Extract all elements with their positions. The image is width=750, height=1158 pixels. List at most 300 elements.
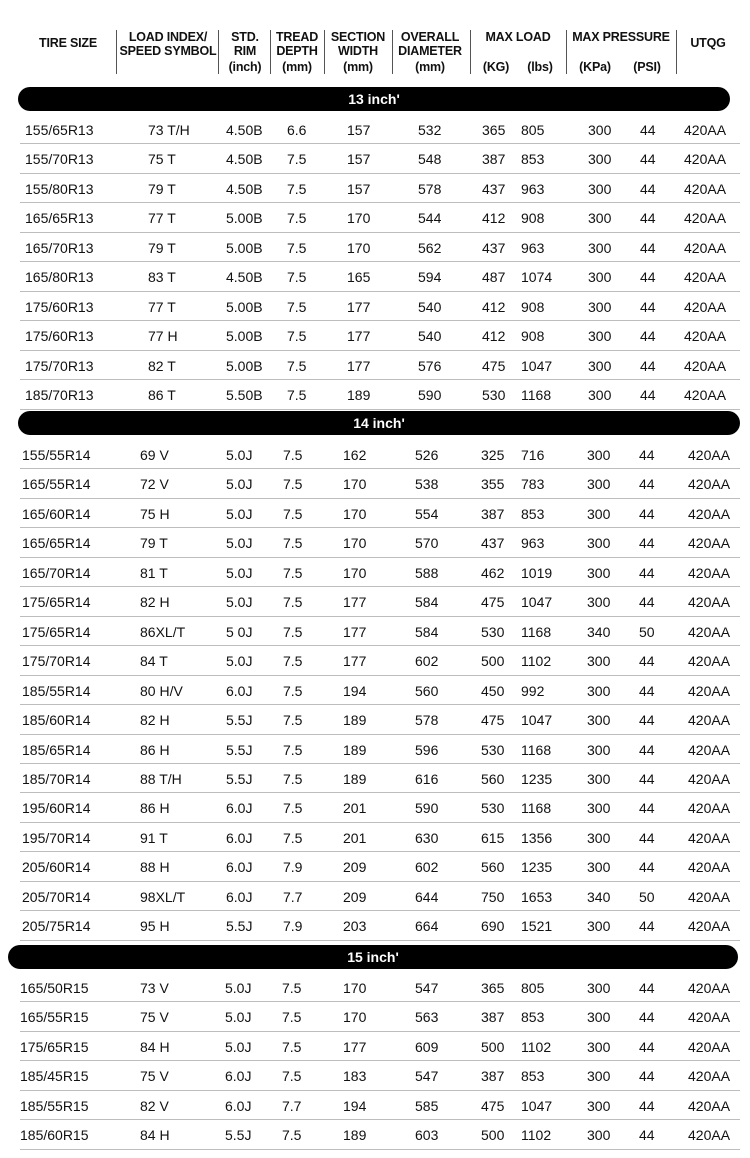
table-row [0,292,750,321]
cell-section-width: 177 [343,594,367,611]
row-divider [20,940,740,941]
table-row [0,852,750,881]
cell-pressure-psi: 44 [639,980,655,996]
cell-max-load-kg: 387 [481,1009,505,1026]
table-row [0,351,750,380]
cell-utqg: 420AA [684,180,727,197]
cell-max-load-kg: 615 [481,829,505,846]
table-row [0,115,750,144]
header-load-index [118,30,218,86]
cell-max-load-lbs: 783 [521,476,545,493]
cell-utqg: 420AA [688,476,731,493]
cell-max-load-kg: 560 [481,859,505,876]
cell-overall-diameter: 526 [415,447,439,463]
cell-tire-size: 175/60R13 [25,298,94,315]
cell-overall-diameter: 563 [415,1009,439,1026]
cell-max-load-kg: 365 [481,980,505,996]
cell-max-load-kg: 560 [481,770,505,787]
cell-max-load-kg: 450 [481,682,505,699]
cell-section-width: 170 [343,505,367,522]
cell-load-index: 75 V [140,1009,169,1026]
cell-std-rim: 5.0J [226,505,253,522]
cell-overall-diameter: 554 [415,505,439,522]
row-divider [20,1149,740,1150]
column-separator [116,30,117,74]
cell-tread-depth: 7.5 [283,770,303,787]
cell-section-width: 189 [343,770,367,787]
cell-utqg: 420AA [688,535,731,552]
cell-std-rim: 5.0J [226,564,253,581]
cell-section-width: 177 [347,298,371,315]
column-separator [566,30,567,74]
table-row [0,1032,750,1061]
cell-utqg: 420AA [688,888,731,905]
cell-load-index: 86 T [148,387,176,404]
cell-max-load-lbs: 805 [521,980,545,996]
cell-pressure-psi: 44 [640,269,656,286]
cell-tire-size: 205/75R14 [22,918,91,935]
cell-load-index: 88 H [140,859,170,876]
cell-load-index: 86 H [140,800,170,817]
cell-tread-depth: 7.5 [283,447,303,463]
cell-overall-diameter: 644 [415,888,439,905]
cell-section-width: 177 [347,357,371,374]
cell-pressure-kpa: 300 [587,1038,611,1055]
column-separator [392,30,393,74]
cell-utqg: 420AA [684,122,727,138]
cell-max-load-kg: 530 [481,623,505,640]
cell-section-width: 170 [347,210,371,227]
cell-tread-depth: 7.9 [283,859,303,876]
cell-tire-size: 185/70R14 [22,770,91,787]
cell-tread-depth: 7.5 [282,1127,302,1144]
cell-pressure-kpa: 300 [588,387,612,404]
cell-load-index: 79 T [148,239,176,256]
cell-overall-diameter: 540 [418,298,442,315]
cell-std-rim: 5.5J [226,712,253,729]
table-row [0,1061,750,1090]
cell-std-rim: 5.0J [226,653,253,670]
cell-pressure-psi: 44 [640,298,656,315]
cell-tread-depth: 7.5 [287,357,307,374]
table-row [0,1120,750,1149]
cell-tread-depth: 6.6 [287,122,307,138]
cell-overall-diameter: 594 [418,269,442,286]
cell-overall-diameter: 616 [415,770,439,787]
cell-pressure-psi: 44 [639,594,655,611]
cell-pressure-psi: 44 [640,210,656,227]
cell-max-load-lbs: 1653 [521,888,553,905]
cell-utqg: 420AA [688,653,731,670]
cell-utqg: 420AA [688,859,731,876]
header-text: (mm) [282,60,312,74]
cell-section-width: 177 [343,653,367,670]
cell-pressure-psi: 44 [639,1127,655,1144]
cell-load-index: 83 T [148,269,176,286]
cell-max-load-lbs: 963 [521,180,545,197]
cell-max-load-lbs: 908 [521,298,545,315]
header-text: OVERALL [400,30,460,44]
header-text: (KG) [482,60,510,74]
cell-overall-diameter: 578 [418,180,442,197]
cell-section-width: 203 [343,918,367,935]
cell-std-rim: 5.0J [225,1038,252,1055]
cell-section-width: 170 [343,476,367,493]
cell-std-rim: 5.00B [226,328,263,345]
cell-max-load-lbs: 1102 [521,1127,552,1144]
cell-load-index: 86 H [140,741,170,758]
cell-pressure-kpa: 300 [588,357,612,374]
cell-max-load-lbs: 853 [521,1068,545,1085]
header-text: UTQG [690,36,726,50]
header-tread-depth [272,30,322,86]
cell-tread-depth: 7.5 [283,800,303,817]
section-band: 13 inch' [18,87,730,111]
column-separator [324,30,325,74]
cell-tread-depth: 7.5 [283,712,303,729]
cell-section-width: 183 [343,1068,367,1085]
cell-tire-size: 165/50R15 [20,980,89,996]
cell-pressure-psi: 44 [640,151,656,168]
cell-max-load-lbs: 963 [521,239,545,256]
cell-overall-diameter: 609 [415,1038,439,1055]
cell-pressure-psi: 44 [640,357,656,374]
cell-pressure-kpa: 300 [588,180,612,197]
cell-tire-size: 205/60R14 [22,859,91,876]
cell-std-rim: 5.0J [226,476,253,493]
cell-tread-depth: 7.5 [282,1038,302,1055]
cell-overall-diameter: 602 [415,859,439,876]
cell-tire-size: 165/55R14 [22,476,91,493]
cell-pressure-kpa: 300 [587,505,611,522]
cell-max-load-lbs: 853 [521,1009,545,1026]
cell-pressure-kpa: 300 [587,800,611,817]
cell-section-width: 189 [343,712,367,729]
cell-load-index: 82 V [140,1097,169,1114]
header-text: TREAD [275,30,319,44]
table-row [0,203,750,232]
cell-max-load-lbs: 963 [521,535,545,552]
cell-load-index: 82 T [148,357,176,374]
cell-section-width: 165 [347,269,371,286]
header-text: DIAMETER [398,44,462,58]
cell-load-index: 72 V [140,476,169,493]
cell-utqg: 420AA [688,1068,731,1085]
cell-tread-depth: 7.5 [283,623,303,640]
cell-overall-diameter: 664 [415,918,439,935]
cell-utqg: 420AA [684,387,727,404]
cell-tread-depth: 7.5 [283,682,303,699]
cell-max-load-kg: 412 [482,298,506,315]
cell-section-width: 157 [347,122,371,138]
cell-pressure-kpa: 300 [587,829,611,846]
cell-overall-diameter: 590 [415,800,439,817]
cell-pressure-psi: 44 [640,387,656,404]
cell-tread-depth: 7.9 [283,918,303,935]
section-band: 15 inch' [8,945,738,969]
cell-tire-size: 195/60R14 [22,800,91,817]
cell-tire-size: 185/60R15 [20,1127,89,1144]
cell-max-load-kg: 500 [481,653,505,670]
cell-tire-size: 165/65R14 [22,535,91,552]
cell-pressure-psi: 44 [639,918,655,935]
cell-std-rim: 5.0J [226,594,253,611]
cell-pressure-kpa: 300 [587,1097,611,1114]
cell-max-load-lbs: 992 [521,682,545,699]
cell-tread-depth: 7.5 [283,653,303,670]
cell-tire-size: 205/70R14 [22,888,91,905]
cell-std-rim: 4.50B [226,151,263,168]
header-text: MAX LOAD [485,30,551,44]
cell-tread-depth: 7.5 [283,594,303,611]
cell-max-load-kg: 437 [482,180,506,197]
cell-max-load-kg: 475 [481,1097,505,1114]
cell-overall-diameter: 596 [415,741,439,758]
cell-load-index: 75 V [140,1068,169,1085]
cell-tire-size: 165/70R14 [22,564,91,581]
cell-utqg: 420AA [684,210,727,227]
cell-std-rim: 4.50B [226,269,263,286]
cell-pressure-kpa: 300 [587,918,611,935]
table-row [0,911,750,940]
cell-tire-size: 195/70R14 [22,829,91,846]
cell-max-load-kg: 437 [482,239,506,256]
cell-overall-diameter: 602 [415,653,439,670]
cell-overall-diameter: 588 [415,564,439,581]
cell-std-rim: 6.0J [225,1097,252,1114]
cell-max-load-kg: 530 [481,741,505,758]
cell-std-rim: 6.0J [226,800,253,817]
cell-pressure-psi: 44 [639,1038,655,1055]
cell-utqg: 420AA [684,239,727,256]
cell-tire-size: 155/55R14 [22,447,91,463]
cell-max-load-lbs: 1047 [521,594,553,611]
cell-load-index: 80 H/V [140,682,183,699]
cell-tire-size: 185/45R15 [20,1068,89,1085]
cell-overall-diameter: 538 [415,476,439,493]
cell-load-index: 79 T [140,535,168,552]
cell-tread-depth: 7.5 [282,980,302,996]
cell-max-load-lbs: 805 [521,122,545,138]
cell-pressure-kpa: 300 [587,770,611,787]
cell-utqg: 420AA [688,1127,731,1144]
cell-max-load-kg: 412 [482,210,506,227]
cell-max-load-kg: 355 [481,476,505,493]
cell-tire-size: 185/55R15 [20,1097,89,1114]
cell-std-rim: 4.50B [226,122,263,138]
cell-pressure-psi: 44 [639,859,655,876]
cell-max-load-kg: 387 [482,151,506,168]
cell-utqg: 420AA [688,1097,731,1114]
cell-utqg: 420AA [688,800,731,817]
table-row [0,1091,750,1120]
table-header [0,22,750,78]
cell-load-index: 84 H [140,1038,170,1055]
cell-pressure-psi: 44 [639,564,655,581]
table-row [0,440,750,469]
cell-pressure-kpa: 300 [587,1009,611,1026]
cell-overall-diameter: 540 [418,328,442,345]
cell-utqg: 420AA [688,770,731,787]
cell-section-width: 194 [343,1097,367,1114]
cell-overall-diameter: 630 [415,829,439,846]
cell-overall-diameter: 547 [415,1068,439,1085]
cell-max-load-lbs: 1235 [521,770,553,787]
header-text: TIRE SIZE [39,36,97,50]
column-separator [270,30,271,74]
cell-load-index: 75 T [148,151,176,168]
cell-pressure-kpa: 300 [588,122,612,138]
cell-overall-diameter: 590 [418,387,442,404]
header-text: RIM [233,44,257,58]
cell-std-rim: 5.00B [226,298,263,315]
cell-load-index: 77 T [148,210,176,227]
cell-pressure-kpa: 300 [588,151,612,168]
cell-pressure-psi: 44 [639,476,655,493]
cell-pressure-kpa: 300 [588,269,612,286]
column-separator [218,30,219,74]
header-text: LOAD INDEX/ [128,30,208,44]
cell-utqg: 420AA [684,357,727,374]
cell-max-load-lbs: 908 [521,210,545,227]
cell-std-rim: 5.0J [225,1009,252,1026]
cell-pressure-psi: 50 [639,888,655,905]
cell-tread-depth: 7.5 [282,1068,302,1085]
cell-pressure-kpa: 300 [588,298,612,315]
cell-load-index: 88 T/H [140,770,182,787]
cell-max-load-kg: 475 [481,712,505,729]
cell-section-width: 157 [347,180,371,197]
cell-pressure-psi: 44 [639,1009,655,1026]
header-utqg [680,36,736,92]
cell-max-load-kg: 530 [482,387,506,404]
cell-section-width: 189 [343,1127,367,1144]
cell-max-load-kg: 690 [481,918,505,935]
cell-pressure-psi: 44 [639,447,655,463]
cell-max-load-kg: 462 [481,564,505,581]
cell-load-index: 84 T [140,653,168,670]
cell-pressure-kpa: 300 [588,328,612,345]
cell-load-index: 84 H [140,1127,170,1144]
cell-section-width: 170 [343,980,367,996]
cell-max-load-lbs: 1047 [521,1097,553,1114]
header-text: (mm) [415,60,445,74]
cell-max-load-lbs: 1168 [521,623,552,640]
cell-utqg: 420AA [688,564,731,581]
cell-tire-size: 185/55R14 [22,682,91,699]
cell-tire-size: 185/60R14 [22,712,91,729]
cell-utqg: 420AA [684,151,727,168]
cell-max-load-lbs: 1074 [521,269,553,286]
cell-overall-diameter: 578 [415,712,439,729]
table-row [0,823,750,852]
table-row [0,144,750,173]
cell-utqg: 420AA [688,1009,731,1026]
cell-max-load-lbs: 1047 [521,712,553,729]
table-row [0,174,750,203]
cell-section-width: 177 [343,1038,367,1055]
cell-pressure-kpa: 300 [587,712,611,729]
cell-max-load-kg: 475 [482,357,506,374]
cell-utqg: 420AA [684,328,727,345]
cell-tire-size: 175/65R14 [22,594,91,611]
cell-std-rim: 5 0J [226,623,253,640]
header-text: (KPa) [579,60,611,74]
cell-load-index: 81 T [140,564,168,581]
cell-tire-size: 155/65R13 [25,122,94,138]
header-overall-diameter [394,30,466,86]
table-row [0,793,750,822]
cell-pressure-psi: 44 [639,1068,655,1085]
cell-tread-depth: 7.5 [287,239,307,256]
table-row [0,587,750,616]
cell-pressure-psi: 44 [639,770,655,787]
cell-max-load-kg: 487 [482,269,506,286]
cell-pressure-kpa: 300 [587,859,611,876]
cell-max-load-kg: 365 [482,122,506,138]
table-row [0,528,750,557]
cell-utqg: 420AA [688,829,731,846]
cell-pressure-kpa: 300 [587,535,611,552]
table-row [0,321,750,350]
cell-max-load-lbs: 1168 [521,387,552,404]
cell-pressure-psi: 44 [639,535,655,552]
cell-std-rim: 6.0J [225,1068,252,1085]
cell-pressure-kpa: 340 [587,623,611,640]
cell-section-width: 170 [343,1009,367,1026]
cell-utqg: 420AA [688,447,731,463]
table-row [0,705,750,734]
cell-max-load-lbs: 1168 [521,741,552,758]
cell-pressure-kpa: 300 [587,741,611,758]
cell-tire-size: 185/70R13 [25,387,94,404]
cell-utqg: 420AA [688,1038,731,1055]
cell-std-rim: 6.0J [226,859,253,876]
cell-tire-size: 175/60R13 [25,328,94,345]
cell-std-rim: 5.00B [226,210,263,227]
header-text: STD. [231,30,259,44]
table-row [0,764,750,793]
cell-tread-depth: 7.5 [283,564,303,581]
cell-tread-depth: 7.5 [287,180,307,197]
cell-load-index: 79 T [148,180,176,197]
header-text: MAX PRESSURE [572,30,670,44]
table-row [0,380,750,409]
cell-std-rim: 4.50B [226,180,263,197]
cell-load-index: 95 H [140,918,170,935]
cell-tread-depth: 7.5 [283,505,303,522]
cell-overall-diameter: 584 [415,594,439,611]
cell-max-load-kg: 500 [481,1127,505,1144]
header-std-rim [220,30,270,86]
cell-std-rim: 5.00B [226,239,263,256]
cell-max-load-kg: 475 [481,594,505,611]
cell-load-index: 91 T [140,829,168,846]
cell-section-width: 209 [343,859,367,876]
cell-max-load-kg: 500 [481,1038,505,1055]
header-text: (lbs) [527,60,553,74]
cell-pressure-kpa: 340 [587,888,611,905]
table-row [0,233,750,262]
cell-utqg: 420AA [688,594,731,611]
cell-pressure-psi: 50 [639,623,655,640]
cell-std-rim: 5.5J [226,918,253,935]
cell-pressure-psi: 44 [639,653,655,670]
cell-overall-diameter: 603 [415,1127,439,1144]
cell-tire-size: 175/65R14 [22,623,91,640]
cell-section-width: 170 [343,564,367,581]
cell-tire-size: 175/65R15 [20,1038,89,1055]
